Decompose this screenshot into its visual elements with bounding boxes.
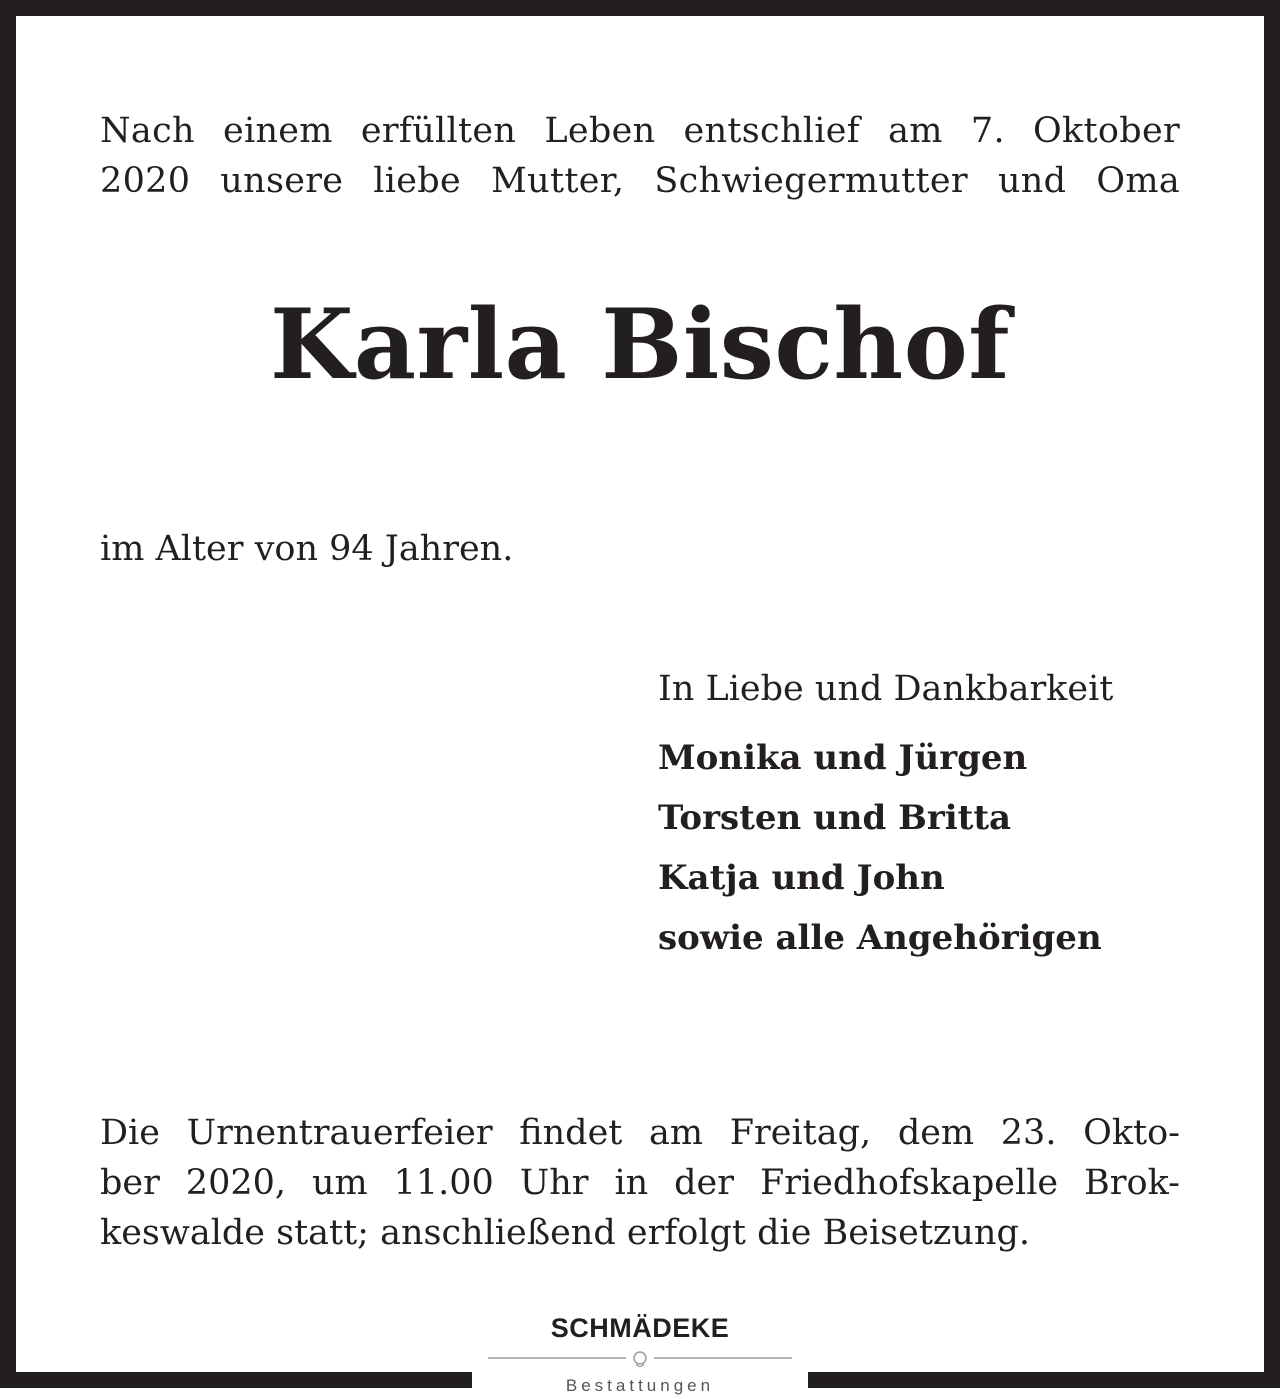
signoff-block	[658, 664, 1218, 968]
deceased-name: Karla Bischof	[269, 288, 1011, 401]
service-line: Die Urnentrauerfeier findet am Freitag, dem 23. Okto-	[100, 1113, 1180, 1153]
funeral-home-logo	[486, 1308, 794, 1399]
intro-text	[100, 106, 1180, 206]
intro-line: 2020 unsere liebe Mutter, Schwiegermutter und Oma	[100, 161, 1180, 201]
logo-name: SCHMÄDEKE	[550, 1313, 730, 1343]
service-line: ber 2020, um 11.00 Uhr in der Friedhofskapelle Brok-	[100, 1163, 1180, 1203]
mourner-item: sowie alle Angehörigen	[658, 918, 1102, 958]
logo-rule-ornament	[486, 1350, 794, 1370]
age-text: im Alter von 94 Jahren.	[100, 529, 514, 569]
logo-subtitle: Bestattungen	[565, 1376, 715, 1395]
mourners-list	[658, 728, 1218, 968]
signoff-line: In Liebe und Dankbarkeit	[658, 669, 1114, 709]
intro-line: Nach einem erfüllten Leben entschlief am 7. Oktober	[100, 111, 1180, 151]
service-text	[100, 1108, 1180, 1258]
service-line: keswalde statt; anschließend erfolgt die Beisetzung.	[100, 1213, 1030, 1253]
mourner-item: Katja und John	[658, 858, 945, 898]
mourner-item: Torsten und Britta	[658, 798, 1012, 838]
mourner-item: Monika und Jürgen	[658, 738, 1028, 778]
